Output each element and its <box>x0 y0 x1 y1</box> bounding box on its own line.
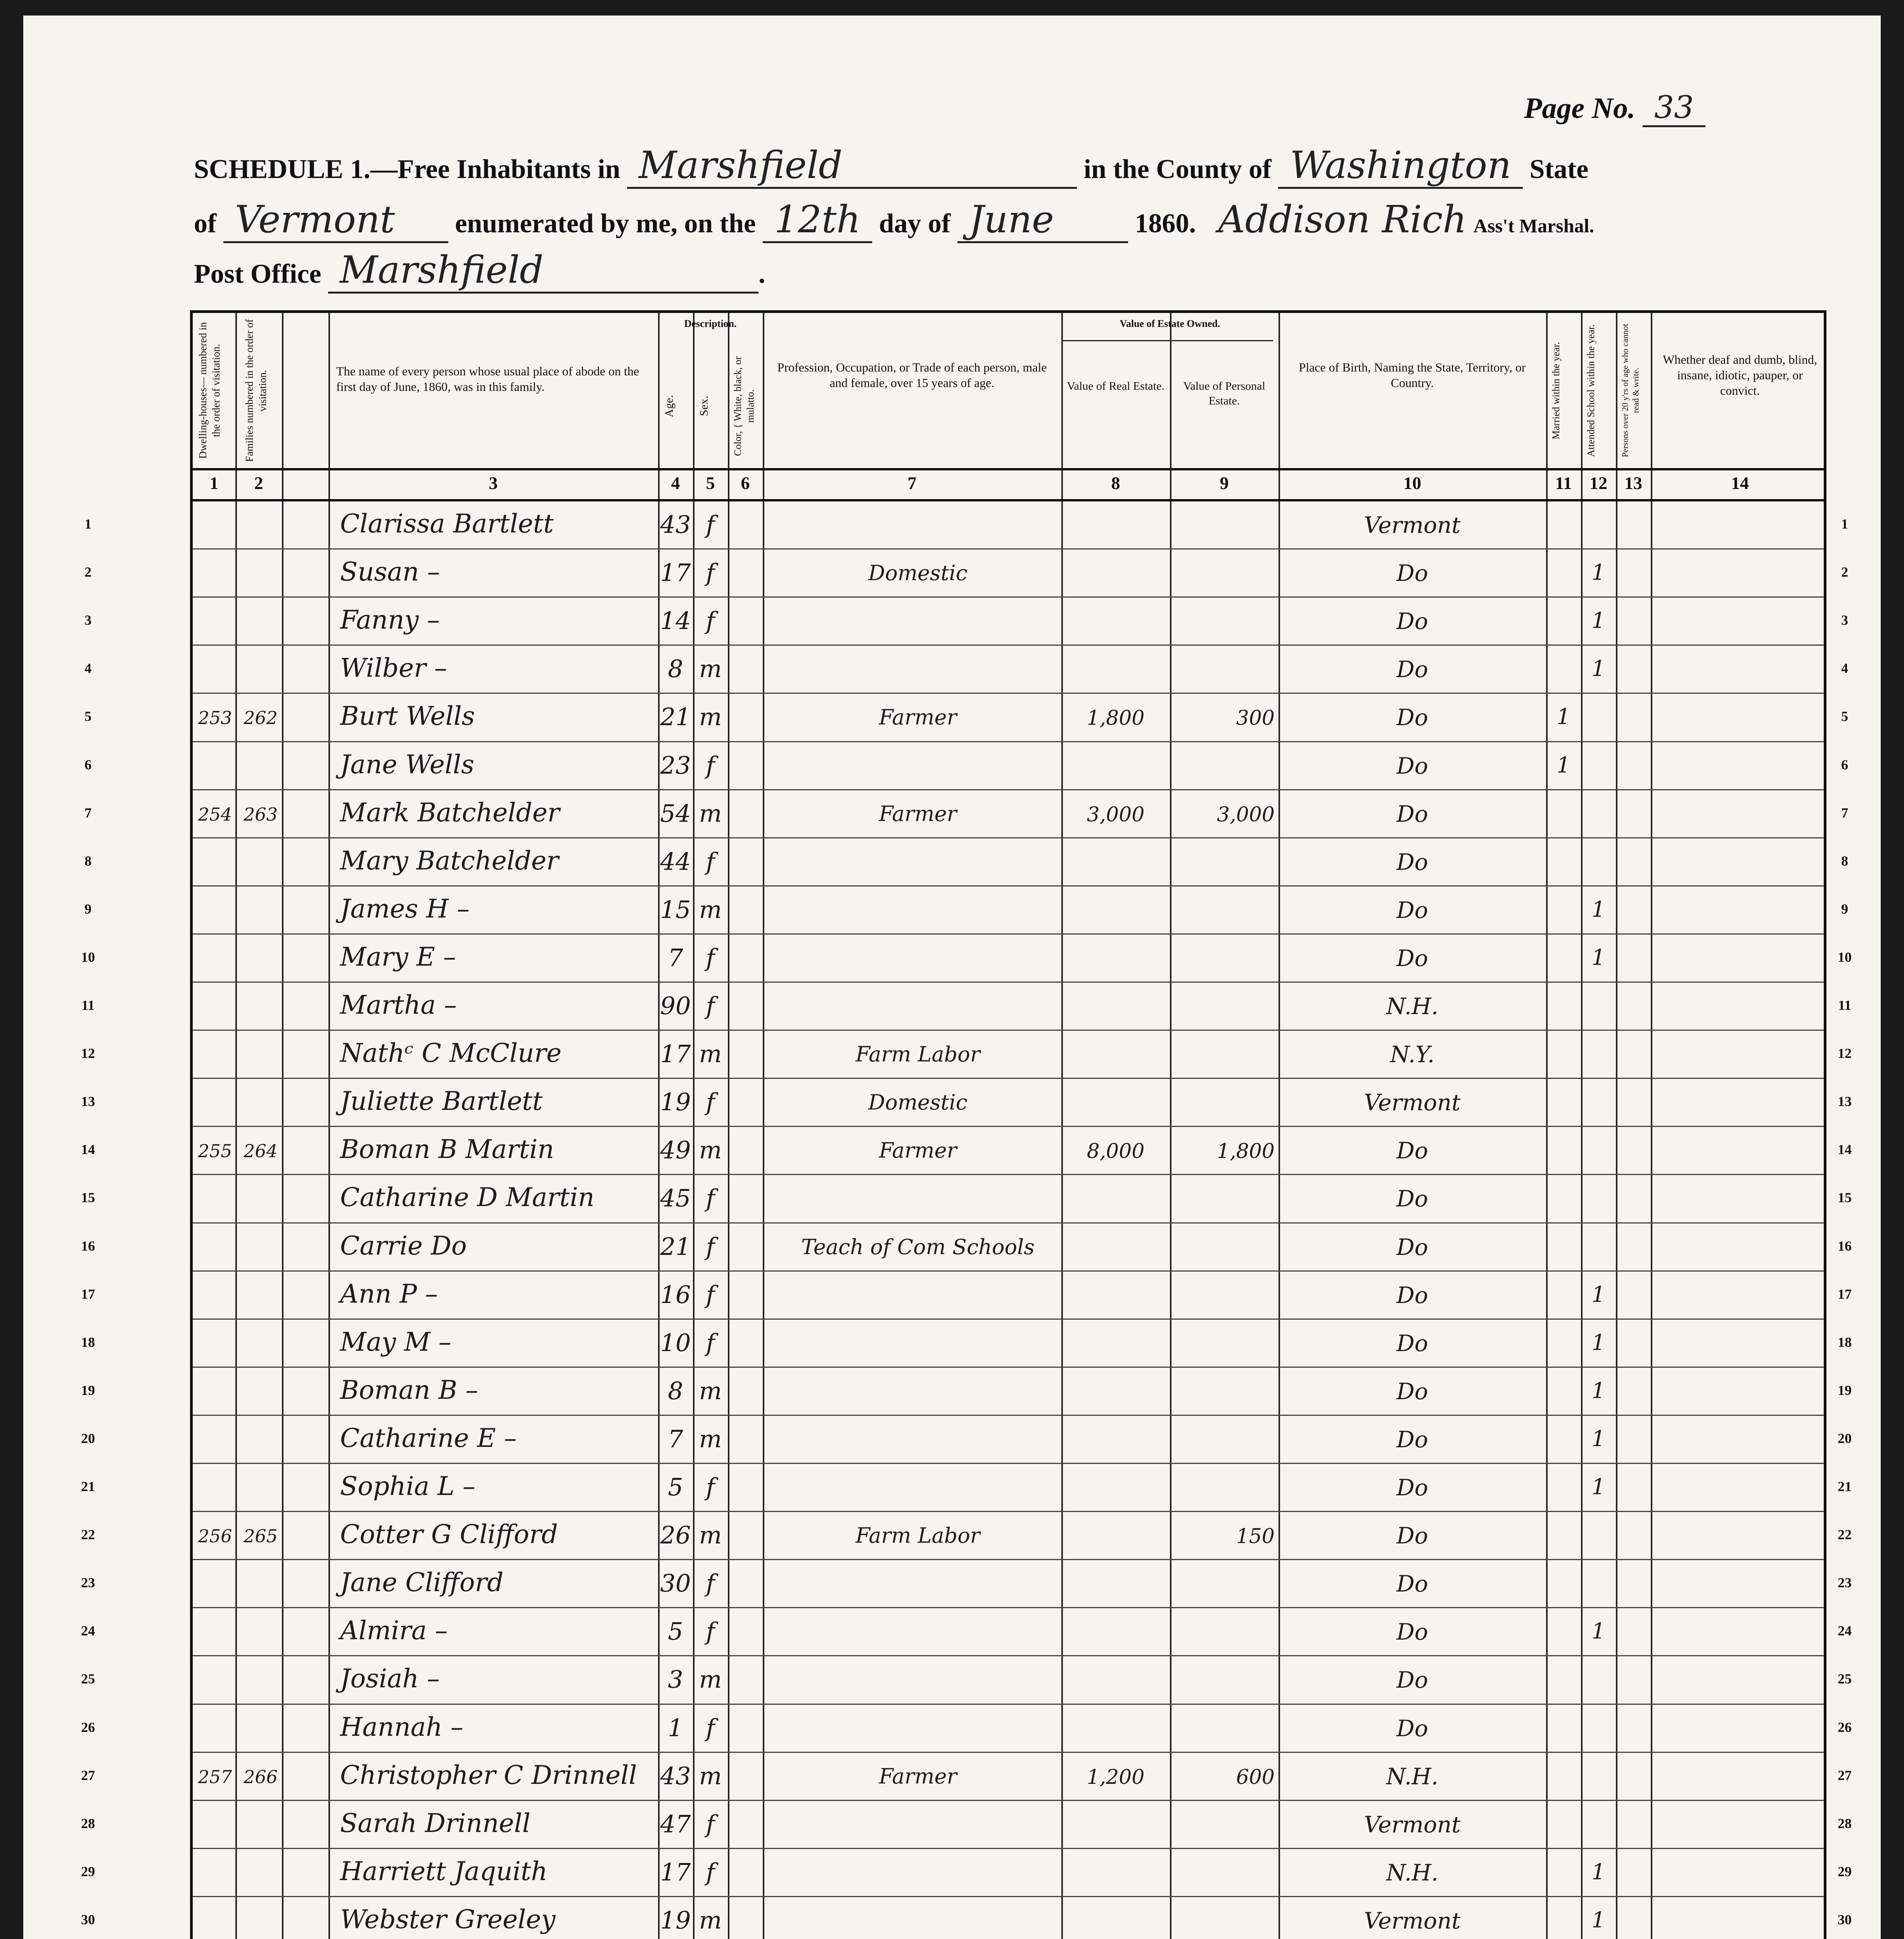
sex-value: m <box>699 1521 722 1550</box>
person-name: Susan – <box>340 557 440 587</box>
header-line-2 <box>194 198 1594 243</box>
married-mark: 1 <box>1557 704 1571 730</box>
sex-value: m <box>699 703 722 731</box>
age-value: 17 <box>660 558 691 587</box>
row-number-right: 19 <box>1838 1382 1852 1398</box>
row-number-left: 29 <box>81 1863 95 1879</box>
row-number-right: 7 <box>1841 805 1848 821</box>
person-name: Boman B – <box>340 1375 479 1405</box>
row-number-right: 6 <box>1841 757 1848 772</box>
sex-value: f <box>706 558 715 587</box>
school-mark: 1 <box>1591 1907 1605 1933</box>
sex-value: m <box>699 1665 722 1694</box>
row-number-right: 11 <box>1838 997 1851 1013</box>
birthplace: N.H. <box>1386 1763 1439 1790</box>
sex-value: f <box>706 1617 715 1646</box>
row-number-right: 2 <box>1841 564 1848 580</box>
real-estate-value: 1,800 <box>1087 707 1145 730</box>
col-number: 8 <box>1111 473 1120 493</box>
col3-header: The name of every person whose usual place of abode on the first day of June, 1860, was in this family. <box>336 364 639 394</box>
col-number: 3 <box>489 473 498 493</box>
col4-header: Age. <box>663 395 676 417</box>
col-number: 4 <box>671 473 680 493</box>
sex-value: f <box>706 1184 715 1213</box>
sex-value: m <box>699 1136 722 1165</box>
dwelling-number: 254 <box>198 804 232 825</box>
occupation: Domestic <box>868 1090 968 1115</box>
row-number-left: 30 <box>81 1911 95 1927</box>
birthplace: Do <box>1396 1571 1428 1597</box>
age-value: 43 <box>660 1761 691 1790</box>
col-number: 9 <box>1220 473 1229 493</box>
age-value: 19 <box>660 1088 691 1116</box>
age-value: 10 <box>660 1328 691 1357</box>
birthplace: Do <box>1396 1523 1428 1549</box>
row-number-left: 2 <box>85 564 92 580</box>
person-name: Fanny – <box>340 605 440 635</box>
row-number-right: 21 <box>1838 1479 1852 1494</box>
birthplace: Do <box>1396 1137 1428 1164</box>
post-office-label: Post Office <box>194 259 321 289</box>
person-name: Juliette Bartlett <box>340 1086 543 1116</box>
col5-header: Sex. <box>698 396 710 416</box>
row-number-right: 24 <box>1838 1623 1852 1639</box>
birthplace: Vermont <box>1364 512 1461 538</box>
col-number: 13 <box>1624 473 1642 493</box>
occupation: Farmer <box>879 1764 957 1789</box>
row-number-right: 1 <box>1841 516 1848 532</box>
age-value: 21 <box>660 703 691 731</box>
occupation: Farmer <box>879 1138 957 1163</box>
row-number-right: 17 <box>1838 1286 1852 1302</box>
person-name: Hannah – <box>340 1712 463 1742</box>
header-line-3: Post Office Marshfield . <box>194 248 765 294</box>
of-label: of <box>194 209 217 238</box>
col-number: 10 <box>1403 473 1421 493</box>
row-number-left: 21 <box>81 1479 95 1494</box>
row-number-left: 18 <box>81 1334 95 1350</box>
person-name: Mary Batchelder <box>340 845 559 876</box>
row-number-right: 30 <box>1838 1911 1852 1927</box>
person-name: May M – <box>340 1327 451 1357</box>
county-value: Washington <box>1278 143 1523 189</box>
sex-value: f <box>706 1473 715 1501</box>
personal-estate-value: 600 <box>1236 1765 1275 1789</box>
age-value: 7 <box>668 943 683 972</box>
real-estate-value: 8,000 <box>1087 1140 1145 1163</box>
person-name: Webster Greeley <box>340 1904 556 1934</box>
row-number-right: 13 <box>1838 1094 1852 1109</box>
age-value: 23 <box>660 751 691 779</box>
row-number-right: 25 <box>1838 1671 1852 1687</box>
sex-value: m <box>699 1424 722 1453</box>
real-estate-value: 3,000 <box>1087 803 1145 826</box>
col-number: 1 <box>209 473 219 493</box>
sex-value: f <box>706 943 715 972</box>
sex-value: m <box>699 1761 722 1790</box>
row-number-left: 28 <box>81 1815 95 1831</box>
birthplace: Do <box>1396 1619 1428 1645</box>
dwelling-number: 256 <box>198 1526 232 1547</box>
birthplace: N.H. <box>1386 993 1439 1020</box>
col-number: 6 <box>741 473 750 493</box>
row-number-left: 26 <box>81 1719 95 1735</box>
dwelling-number: 255 <box>198 1141 232 1162</box>
birthplace: Do <box>1396 1378 1428 1405</box>
family-number: 266 <box>244 1766 278 1787</box>
sex-value: f <box>706 1809 715 1838</box>
age-value: 49 <box>660 1136 691 1165</box>
year-value: 1860. <box>1135 209 1196 238</box>
col12-header: Attended School within the year. <box>1585 324 1596 457</box>
married-mark: 1 <box>1557 752 1571 778</box>
col-number: 7 <box>907 473 917 493</box>
census-sheet <box>23 16 1881 1939</box>
day-of-label: day of <box>879 209 951 238</box>
person-name: Wilber – <box>340 653 447 683</box>
sex-value: f <box>706 751 715 779</box>
row-number-left: 7 <box>85 805 92 821</box>
sex-value: m <box>699 799 722 828</box>
sex-value: f <box>706 1280 715 1309</box>
row-number-left: 12 <box>81 1046 95 1061</box>
birthplace: Do <box>1396 945 1428 971</box>
birthplace: Do <box>1396 560 1428 587</box>
school-mark: 1 <box>1591 560 1605 586</box>
person-name: Cotter G Clifford <box>340 1519 558 1550</box>
age-value: 30 <box>660 1569 691 1598</box>
person-name: Boman B Martin <box>340 1134 554 1165</box>
sex-value: f <box>706 1713 715 1742</box>
family-number: 265 <box>244 1526 278 1547</box>
state-label: State <box>1529 154 1589 184</box>
sex-value: f <box>706 1232 715 1261</box>
occupation: Farm Labor <box>855 1042 980 1067</box>
person-name: Mary E – <box>340 942 456 972</box>
birthplace: Do <box>1396 1474 1428 1501</box>
age-value: 21 <box>660 1232 691 1261</box>
col-number: 2 <box>254 473 263 493</box>
birthplace: Do <box>1396 800 1428 827</box>
row-number-left: 23 <box>81 1575 95 1591</box>
sex-value: f <box>706 1328 715 1357</box>
row-number-right: 26 <box>1838 1719 1852 1735</box>
person-name: Christopher C Drinnell <box>340 1760 637 1790</box>
schedule-title: SCHEDULE 1.—Free Inhabitants in <box>194 154 620 184</box>
sex-value: f <box>706 607 715 635</box>
age-value: 17 <box>660 1858 691 1886</box>
person-name: James H – <box>340 893 470 924</box>
row-number-right: 14 <box>1838 1142 1852 1158</box>
col8-header: Value of Real Estate. <box>1067 380 1165 392</box>
sex-value: m <box>699 1040 722 1068</box>
row-number-left: 10 <box>81 949 95 965</box>
real-estate-value: 1,200 <box>1087 1765 1145 1789</box>
row-number-right: 4 <box>1841 660 1848 676</box>
row-number-right: 8 <box>1841 853 1848 869</box>
day-value: 12th <box>763 198 873 243</box>
page-number <box>1524 89 1705 127</box>
birthplace: N.H. <box>1386 1859 1439 1886</box>
col2-header: Families numbered in the order of visitation. <box>244 319 268 462</box>
school-mark: 1 <box>1591 1859 1605 1885</box>
person-name: Mark Batchelder <box>340 797 560 828</box>
birthplace: Do <box>1396 1186 1428 1212</box>
col9-header: Value of Personal Estate. <box>1183 380 1265 407</box>
person-name: Catharine E – <box>340 1423 517 1453</box>
age-value: 8 <box>668 1376 683 1405</box>
state-value: Vermont <box>223 198 448 243</box>
age-value: 19 <box>660 1906 691 1934</box>
dwelling-number: 253 <box>198 707 232 729</box>
col11-header: Married within the year. <box>1550 342 1562 439</box>
personal-estate-value: 1,800 <box>1217 1140 1275 1163</box>
row-number-left: 3 <box>85 612 92 628</box>
person-name: Nathᶜ C McClure <box>340 1038 562 1068</box>
sex-value: m <box>699 895 722 924</box>
occupation: Domestic <box>868 561 968 586</box>
row-number-left: 1 <box>85 516 92 532</box>
birthplace: Do <box>1396 849 1428 875</box>
row-number-right: 12 <box>1838 1046 1852 1061</box>
row-number-left: 8 <box>85 853 92 869</box>
personal-estate-value: 3,000 <box>1217 803 1275 826</box>
person-name: Burt Wells <box>340 701 475 731</box>
estate-header: Value of Estate Owned. <box>1120 318 1220 329</box>
age-value: 7 <box>668 1424 683 1453</box>
col14-header: Whether deaf and dumb, blind, insane, idiotic, pauper, or convict. <box>1662 353 1818 397</box>
row-number-right: 28 <box>1838 1815 1852 1831</box>
school-mark: 1 <box>1591 897 1605 922</box>
sex-value: f <box>706 510 715 539</box>
row-number-right: 5 <box>1841 709 1848 724</box>
birthplace: Do <box>1396 1234 1428 1260</box>
birthplace: Do <box>1396 656 1428 683</box>
sex-value: m <box>699 1376 722 1405</box>
person-name: Harriett Jaquith <box>340 1856 548 1886</box>
col1-header: Dwelling-houses— numbered in the order of visitation. <box>197 322 222 459</box>
age-value: 45 <box>660 1184 691 1213</box>
person-name: Sarah Drinnell <box>340 1808 530 1838</box>
person-name: Catharine D Martin <box>340 1182 594 1213</box>
header-line-1 <box>194 143 1588 189</box>
row-number-left: 14 <box>81 1142 95 1158</box>
personal-estate-value: 150 <box>1236 1525 1275 1548</box>
row-number-left: 19 <box>81 1382 95 1398</box>
school-mark: 1 <box>1591 1378 1605 1403</box>
row-number-left: 11 <box>81 997 95 1013</box>
row-number-right: 27 <box>1838 1767 1852 1783</box>
school-mark: 1 <box>1591 1619 1605 1644</box>
page-label: Page No. <box>1524 92 1636 124</box>
col6-header: Color, { White, black, or mulatto. <box>732 356 756 456</box>
family-number: 264 <box>244 1141 278 1162</box>
col-number: 14 <box>1731 473 1749 493</box>
age-value: 16 <box>660 1280 691 1309</box>
birthplace: Do <box>1396 1715 1428 1742</box>
col-number: 11 <box>1555 473 1572 493</box>
school-mark: 1 <box>1591 608 1605 634</box>
age-value: 90 <box>660 992 691 1020</box>
birthplace: Do <box>1396 1282 1428 1308</box>
row-number-left: 5 <box>85 709 92 724</box>
age-value: 5 <box>668 1473 683 1501</box>
birthplace: Vermont <box>1364 1089 1461 1116</box>
col-number: 12 <box>1590 473 1607 493</box>
person-name: Josiah – <box>340 1664 440 1694</box>
row-number-left: 17 <box>81 1286 95 1302</box>
person-name: Almira – <box>340 1616 448 1646</box>
page-number-value: 33 <box>1643 89 1705 127</box>
row-number-right: 15 <box>1838 1190 1852 1206</box>
row-number-left: 27 <box>81 1767 95 1783</box>
row-number-left: 20 <box>81 1430 95 1446</box>
marshal-name: Addison Rich <box>1218 198 1467 241</box>
age-value: 54 <box>660 799 691 828</box>
row-number-left: 13 <box>81 1094 95 1109</box>
sex-value: f <box>706 1858 715 1886</box>
birthplace: Do <box>1396 1667 1428 1694</box>
birthplace: Vermont <box>1364 1907 1461 1934</box>
age-value: 14 <box>660 607 691 635</box>
person-name: Carrie Do <box>340 1230 467 1261</box>
person-name: Sophia L – <box>340 1471 475 1501</box>
dwelling-number: 257 <box>198 1766 232 1787</box>
family-number: 263 <box>244 804 278 825</box>
row-number-left: 6 <box>85 757 92 772</box>
row-number-left: 15 <box>81 1190 95 1206</box>
person-name: Clarissa Bartlett <box>340 509 554 539</box>
census-table <box>81 310 1852 1939</box>
personal-estate-value: 300 <box>1236 707 1275 730</box>
school-mark: 1 <box>1591 1426 1605 1452</box>
birthplace: Do <box>1396 1426 1428 1453</box>
row-number-left: 24 <box>81 1623 95 1639</box>
age-value: 5 <box>668 1617 683 1646</box>
person-name: Ann P – <box>340 1279 438 1309</box>
school-mark: 1 <box>1591 656 1605 682</box>
row-number-left: 22 <box>81 1527 95 1543</box>
post-office-value: Marshfield <box>328 248 758 294</box>
sex-value: m <box>699 1906 722 1934</box>
school-mark: 1 <box>1591 1330 1605 1355</box>
school-mark: 1 <box>1591 1474 1605 1500</box>
birthplace: Do <box>1396 752 1428 779</box>
birthplace: Do <box>1396 704 1428 731</box>
row-number-left: 4 <box>85 660 92 676</box>
row-number-right: 18 <box>1838 1334 1852 1350</box>
sex-value: f <box>706 847 715 876</box>
row-number-right: 16 <box>1838 1238 1852 1254</box>
enumerated-label: enumerated by me, on the <box>455 209 756 238</box>
row-number-left: 25 <box>81 1671 95 1687</box>
row-number-left: 16 <box>81 1238 95 1254</box>
sex-value: f <box>706 1569 715 1598</box>
sex-value: f <box>706 992 715 1020</box>
age-value: 15 <box>660 895 691 924</box>
col10-header: Place of Birth, Naming the State, Territory, or Country. <box>1299 360 1526 390</box>
age-value: 3 <box>668 1665 683 1694</box>
row-number-right: 20 <box>1838 1430 1852 1446</box>
county-label: in the County of <box>1083 154 1272 184</box>
occupation: Farmer <box>879 801 957 826</box>
col7-header: Profession, Occupation, or Trade of each person, male and female, over 15 years of age. <box>777 360 1047 390</box>
birthplace: Vermont <box>1364 1811 1461 1838</box>
age-value: 1 <box>668 1713 683 1742</box>
school-mark: 1 <box>1591 1282 1605 1307</box>
col13-header: Persons over 20 y'rs of age who cannot read & write. <box>1620 323 1641 458</box>
age-value: 43 <box>660 510 691 539</box>
month-value: June <box>957 198 1128 243</box>
sex-value: f <box>706 1088 715 1116</box>
occupation: Farmer <box>879 705 957 730</box>
age-value: 26 <box>660 1521 691 1550</box>
row-number-left: 9 <box>85 901 92 917</box>
person-name: Martha – <box>340 990 457 1020</box>
town-value: Marshfield <box>627 143 1077 189</box>
person-name: Jane Clifford <box>340 1567 504 1598</box>
family-number: 262 <box>244 707 278 729</box>
row-number-right: 29 <box>1838 1863 1852 1879</box>
school-mark: 1 <box>1591 945 1605 970</box>
age-value: 44 <box>660 847 691 876</box>
marshal-label: Ass't Marshal. <box>1473 215 1594 237</box>
age-value: 17 <box>660 1040 691 1068</box>
age-value: 8 <box>668 655 683 683</box>
birthplace: Do <box>1396 608 1428 635</box>
row-number-right: 9 <box>1841 901 1848 917</box>
description-header: Description. <box>684 318 737 329</box>
row-number-right: 23 <box>1838 1575 1852 1591</box>
sex-value: m <box>699 655 722 683</box>
occupation: Farm Labor <box>855 1523 980 1548</box>
age-value: 47 <box>660 1809 691 1838</box>
col-number: 5 <box>706 473 715 493</box>
birthplace: N.Y. <box>1390 1041 1435 1068</box>
row-number-right: 22 <box>1838 1527 1852 1543</box>
birthplace: Do <box>1396 1330 1428 1357</box>
occupation: Teach of Com Schools <box>801 1234 1035 1259</box>
row-number-right: 10 <box>1838 949 1852 965</box>
birthplace: Do <box>1396 897 1428 923</box>
row-number-right: 3 <box>1841 612 1848 628</box>
person-name: Jane Wells <box>340 749 474 779</box>
